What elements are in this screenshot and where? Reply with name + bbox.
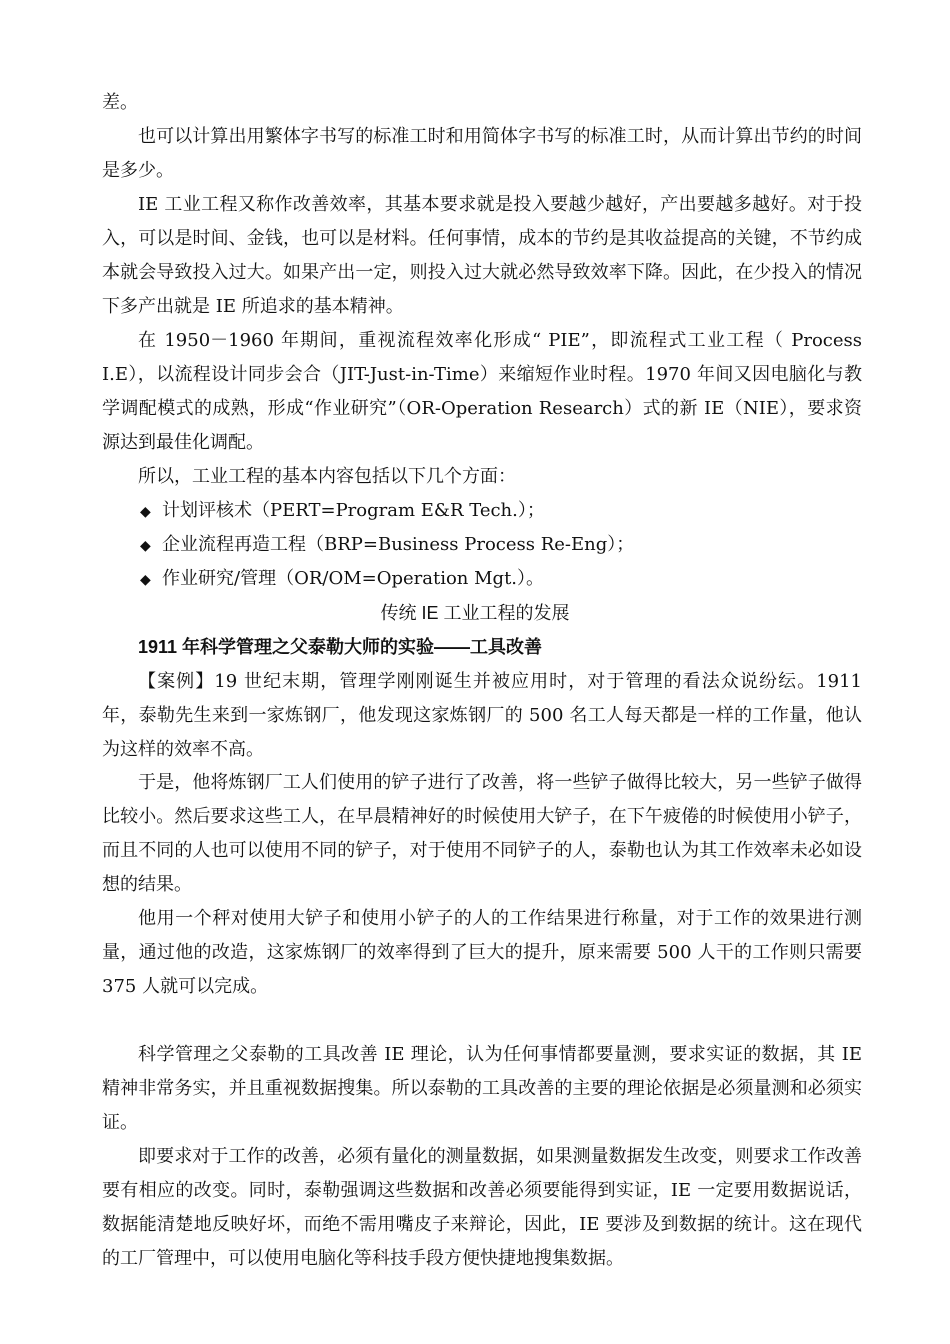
section-heading: 传统 IE 工业工程的发展: [380, 603, 570, 623]
bullet-text: 企业流程再造工程（BRP=Business Process Re-Eng）；: [162, 534, 635, 555]
bullet-text: 计划评核术（PERT=Program E&R Tech.）；: [162, 500, 545, 521]
bullet-item-or-om: [140, 562, 544, 597]
bullet-item-pert: [140, 494, 545, 529]
paragraph-taylor-theory: 科学管理之父泰勒的工具改善 IE 理论，认为任何事情都要量测，要求实证的数据，其 IE 精神非常务实，并且重视数据搜集。所以泰勒的工具改善的主要的理论依据是必须量测和必须实证。: [102, 1044, 862, 1133]
paragraph-ie-content-intro: 所以，工业工程的基本内容包括以下几个方面：: [138, 466, 516, 487]
subsection-heading: 1911 年科学管理之父泰勒大师的实验——工具改善: [138, 637, 543, 657]
diamond-bullet-icon: ◆: [140, 504, 151, 520]
case-label: 【案例】: [138, 671, 215, 691]
diamond-bullet-icon: ◆: [140, 538, 151, 554]
case-paragraph-1: [102, 664, 862, 767]
paragraph-data-requirement: 即要求对于工作的改善，必须有量化的测量数据，如果测量数据发生改变，则要求工作改善要有相应的改变。同时，泰勒强调这些数据和改善必须要能得到实证，IE 一定要用数据说话，数据能清楚地反映好坏，而绝不需用嘴皮子来辩论，因此，IE 要涉及到数据的统计。这在现代的工厂管理中，可以使用电脑化等科技手段方便快捷地搜集数据。: [102, 1146, 862, 1269]
case-paragraph-2: 于是，他将炼钢厂工人们使用的铲子进行了改善，将一些铲子做得比较大，另一些铲子做得比较小。然后要求这些工人，在早晨精神好的时候使用大铲子，在下午疲倦的时候使用小铲子，而且不同的人也可以使用不同的铲子，对于使用不同铲子的人，泰勒也认为其工作效率未必如设想的结果。: [102, 772, 862, 895]
paragraph-ie-definition: IE 工业工程又称作改善效率，其基本要求就是投入要越少越好，产出要越多越好。对于投入，可以是时间、金钱，也可以是材料。任何事情，成本的节约是其收益提高的关键，不节约成本就会导致投入过大。如果产出一定，则投入过大就必然导致效率下降。因此，在少投入的情况下多产出就是 IE 所追求的基本精神。: [102, 194, 862, 317]
diamond-bullet-icon: ◆: [140, 572, 151, 588]
paragraph-continuation: 差。: [102, 92, 138, 113]
bullet-item-bpr: [140, 528, 634, 563]
paragraph-ie-history: 在 1950－1960 年期间，重视流程效率化形成“ PIE”，即流程式工业工程（ Process I.E），以流程设计同步会合（JIT-Just-in-Time）来缩短作业时程。1970 年间又因电脑化与教学调配模式的成熟，形成“作业研究”（OR-Operation Research）式的新 IE（NIE），要求资源达到最佳化调配。: [102, 330, 862, 453]
bullet-text: 作业研究/管理（OR/OM=Operation Mgt.）。: [162, 568, 545, 589]
paragraph-standard-time: 也可以计算出用繁体字书写的标准工时和用简体字书写的标准工时，从而计算出节约的时间是多少。: [102, 126, 862, 181]
case-paragraph-3: 他用一个秤对使用大铲子和使用小铲子的人的工作结果进行称量，对于工作的效果进行测量，通过他的改造，这家炼钢厂的效率得到了巨大的提升，原来需要 500 人干的工作则只需要 375 人就可以完成。: [102, 908, 862, 997]
case-text: 19 世纪末期，管理学刚刚诞生并被应用时，对于管理的看法众说纷纭。1911 年，泰勒先生来到一家炼钢厂，他发现这家炼钢厂的 500 名工人每天都是一样的工作量，他认为这样的效率不高。: [102, 671, 862, 760]
